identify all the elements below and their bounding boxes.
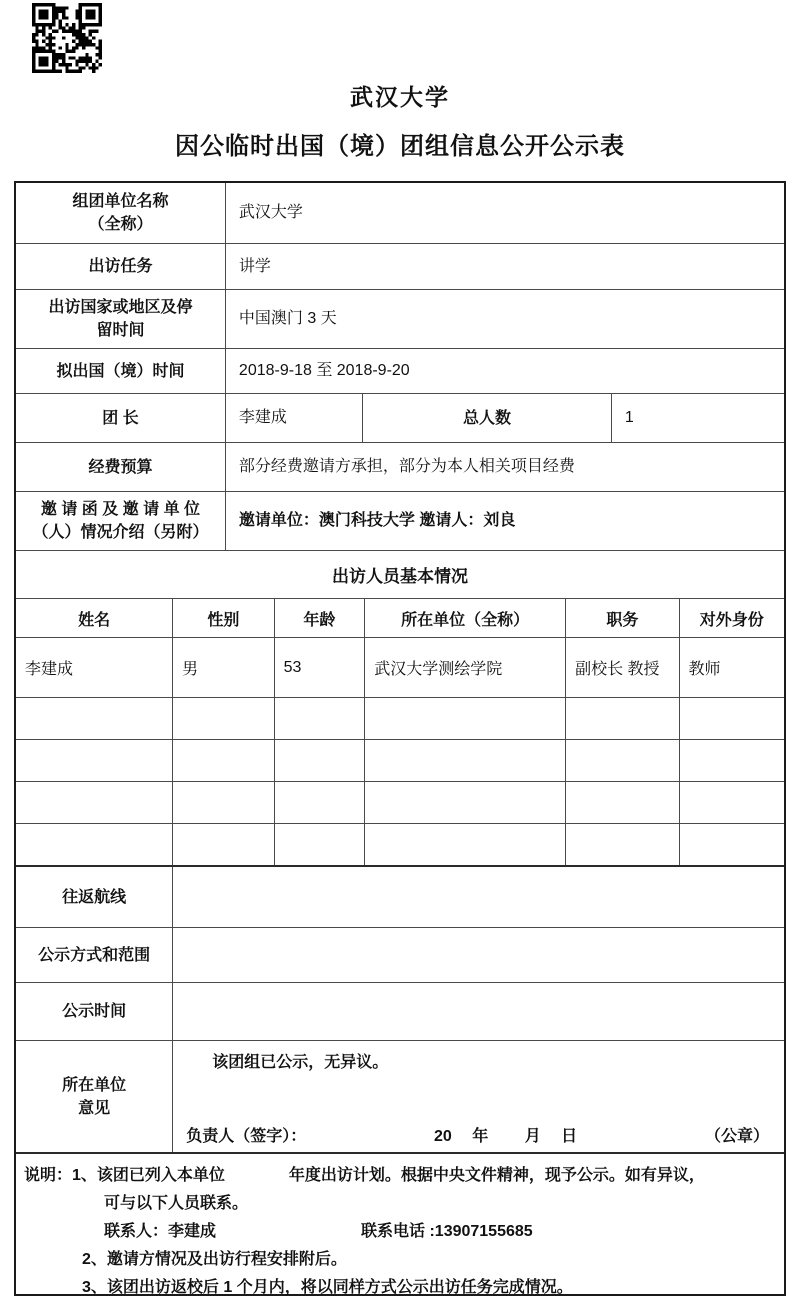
leader-label: 团 长	[102, 409, 139, 427]
date-blank: 20 年 月 日	[434, 1128, 578, 1146]
row-publicity-method	[16, 927, 784, 982]
row-destination	[16, 289, 784, 348]
personnel-name: 李建成	[25, 661, 74, 679]
row-mission	[16, 243, 784, 289]
row-invitation	[16, 491, 784, 550]
col-header-external-identity: 对外身份	[679, 599, 784, 637]
total-count-value: 1	[611, 394, 784, 442]
contact-phone: 联系电话 :13907155685	[361, 1223, 533, 1241]
note-line-1: 说明：1、该团已列入本单位 年度出访计划。根据中央文件精神，现予公示。如有异议，	[24, 1167, 705, 1185]
total-count-label: 总人数	[362, 394, 611, 442]
leader-value: 李建成	[225, 394, 362, 442]
personnel-row-empty	[16, 781, 784, 823]
group-unit-value: 武汉大学	[225, 183, 784, 243]
group-unit-label: 组团单位名称 （全称）	[72, 193, 169, 234]
budget-value: 部分经费邀请方承担，部分为本人相关项目经费	[225, 443, 784, 491]
route-label: 往返航线	[62, 888, 127, 906]
note-line-4: 2、邀请方情况及出访行程安排附后。	[82, 1251, 347, 1269]
row-budget	[16, 442, 784, 491]
row-dates	[16, 348, 784, 393]
row-unit-opinion	[16, 1040, 784, 1152]
unit-opinion-value	[172, 1041, 784, 1152]
col-header-gender: 性别	[172, 599, 273, 637]
personnel-age: 53	[274, 638, 365, 697]
personnel-unit: 武汉大学测绘学院	[364, 638, 565, 697]
org-title: 武汉大学	[350, 85, 450, 110]
note-line-5: 3、该团出访返校后 1 个月内，将以同样方式公示出访任务完成情况。	[82, 1279, 573, 1297]
budget-label: 经费预算	[88, 458, 153, 476]
disclosure-form-table	[14, 181, 786, 1296]
sign-line	[186, 1123, 771, 1146]
publicity-method-value	[172, 928, 784, 982]
row-leader	[16, 393, 784, 442]
seal-label: （公章）	[704, 1128, 769, 1146]
row-group-unit	[16, 183, 784, 243]
opinion-statement: 该团组已公示，无异议。	[212, 1054, 389, 1072]
col-header-position: 职务	[565, 599, 678, 637]
page-title: 因公临时出国（境）团组信息公开公示表	[175, 132, 625, 160]
personnel-row-empty	[16, 823, 784, 865]
note-line-2: 可与以下人员联系。	[104, 1195, 249, 1213]
personnel-section-title: 出访人员基本情况	[332, 567, 468, 587]
personnel-header-row	[16, 598, 784, 637]
destination-label: 出访国家或地区及停 留时间	[48, 299, 193, 340]
mission-label: 出访任务	[88, 258, 153, 276]
dates-label: 拟出国（境）时间	[56, 362, 185, 380]
qr-code-icon	[30, 3, 104, 73]
sign-label: 负责人（签字）：	[186, 1128, 307, 1146]
col-header-unit: 所在单位（全称）	[364, 599, 565, 637]
dates-value: 2018-9-18 至 2018-9-20	[225, 349, 784, 393]
notes-section	[16, 1152, 784, 1297]
destination-value: 中国澳门 3 天	[225, 290, 784, 348]
personnel-gender: 男	[172, 638, 274, 697]
personnel-row-empty	[16, 739, 784, 781]
personnel-row	[16, 637, 784, 697]
col-header-name: 姓名	[78, 611, 111, 629]
route-value	[172, 867, 784, 927]
col-header-age: 年龄	[274, 599, 365, 637]
row-route	[16, 865, 784, 927]
personnel-external-identity: 教师	[679, 638, 784, 697]
invitation-value: 邀请单位：澳门科技大学 邀请人：刘良	[225, 492, 784, 550]
personnel-position: 副校长 教授	[565, 638, 678, 697]
invitation-label: 邀 请 函 及 邀 请 单 位 （人）情况介绍（另附）	[32, 501, 209, 542]
row-publicity-time	[16, 982, 784, 1040]
publicity-method-label: 公示方式和范围	[38, 946, 151, 964]
publicity-time-label: 公示时间	[62, 1003, 127, 1021]
contact-person: 联系人：李建成	[104, 1223, 217, 1241]
row-personnel-section-title	[16, 550, 784, 598]
note-contact-line	[104, 1218, 776, 1246]
publicity-time-value	[172, 983, 784, 1040]
personnel-row-empty	[16, 697, 784, 739]
mission-value: 讲学	[225, 244, 784, 289]
unit-opinion-label: 所在单位 意见	[62, 1076, 127, 1117]
